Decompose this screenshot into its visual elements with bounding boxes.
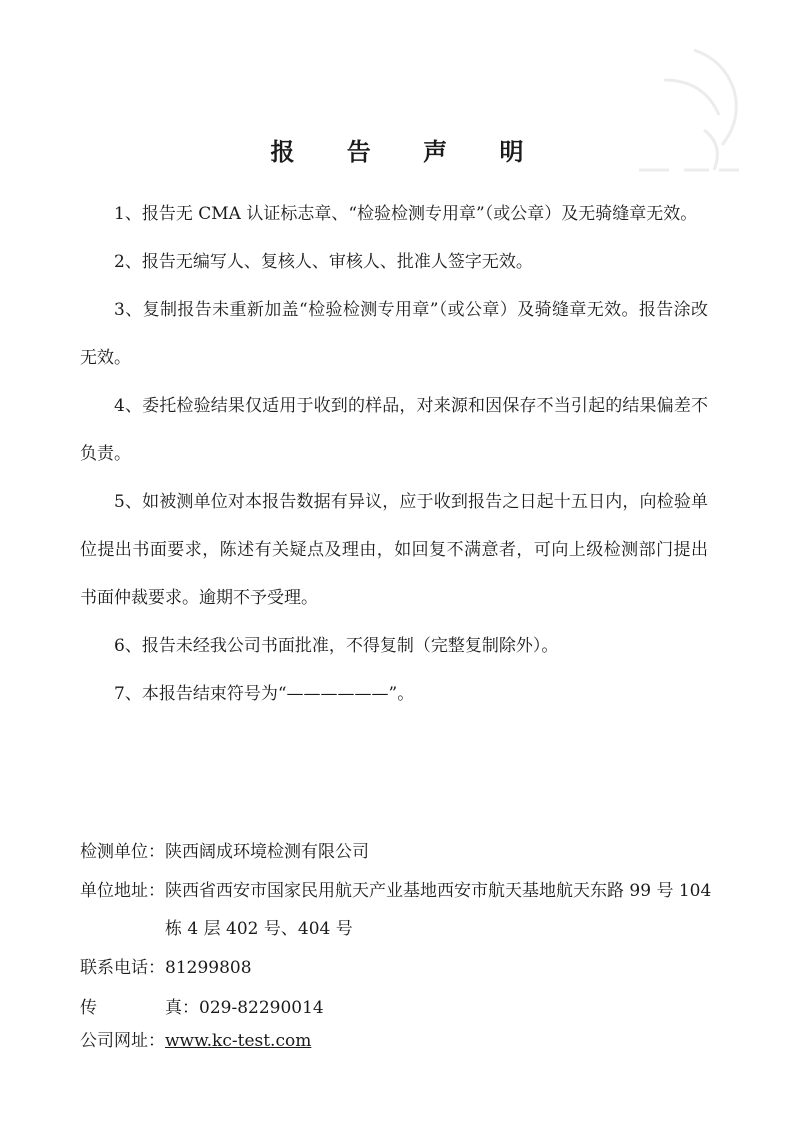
- declaration-item-7: 7、本报告结束符号为“——————”。: [114, 684, 415, 704]
- address-label: 单位地址：: [80, 881, 165, 901]
- fax-label: [80, 988, 199, 1028]
- testing-unit-label: 检测单位：: [80, 842, 165, 862]
- phone-row: [80, 948, 720, 988]
- testing-unit-row: [80, 832, 720, 872]
- declaration-item-5: 5、如被测单位对本报告数据有异议，应于收到报告之日起十五日内，向检验单位提出书面要求，陈述有关疑点及理由，如回复不满意者，可向上级检测部门提出书面仲裁要求。逾期不予受理。: [80, 492, 708, 608]
- website-row: [80, 1028, 720, 1054]
- declaration-item-6: 6、报告未经我公司书面批准，不得复制（完整复制除外）。: [114, 636, 559, 656]
- fax-value: 029-82290014: [199, 998, 324, 1018]
- website-link[interactable]: www.kc-test.com: [165, 1031, 312, 1051]
- declaration-item-3: 3、复制报告未重新加盖“检验检测专用章”（或公章）及骑缝章无效。报告涂改无效。: [80, 300, 708, 368]
- testing-unit-value: 陕西阔成环境检测有限公司: [165, 842, 369, 862]
- declaration-item-4: 4、委托检验结果仅适用于收到的样品，对来源和因保存不当引起的结果偏差不负责。: [80, 396, 708, 464]
- address-row: [80, 872, 720, 948]
- fax-label-first: 传: [80, 998, 97, 1018]
- declaration-item-1: 1、报告无 CMA 认证标志章、“检验检测专用章”（或公章）及无骑缝章无效。: [114, 204, 698, 224]
- declaration-item-2: 2、报告无编写人、复核人、审核人、批准人签字无效。: [114, 252, 533, 272]
- page-title: 报 告 声 明: [270, 137, 546, 166]
- fax-row: [80, 988, 720, 1028]
- contact-info: [80, 832, 720, 1054]
- phone-value: 81299808: [165, 958, 252, 978]
- phone-label: 联系电话：: [80, 958, 165, 978]
- address-value: 陕西省西安市国家民用航天产业基地西安市航天基地航天东路 99 号 104 栋 4 层 402 号、404 号: [165, 881, 712, 939]
- declaration-list: [80, 190, 708, 718]
- website-label: 公司网址：: [80, 1031, 165, 1051]
- fax-label-second: 真：: [165, 998, 199, 1018]
